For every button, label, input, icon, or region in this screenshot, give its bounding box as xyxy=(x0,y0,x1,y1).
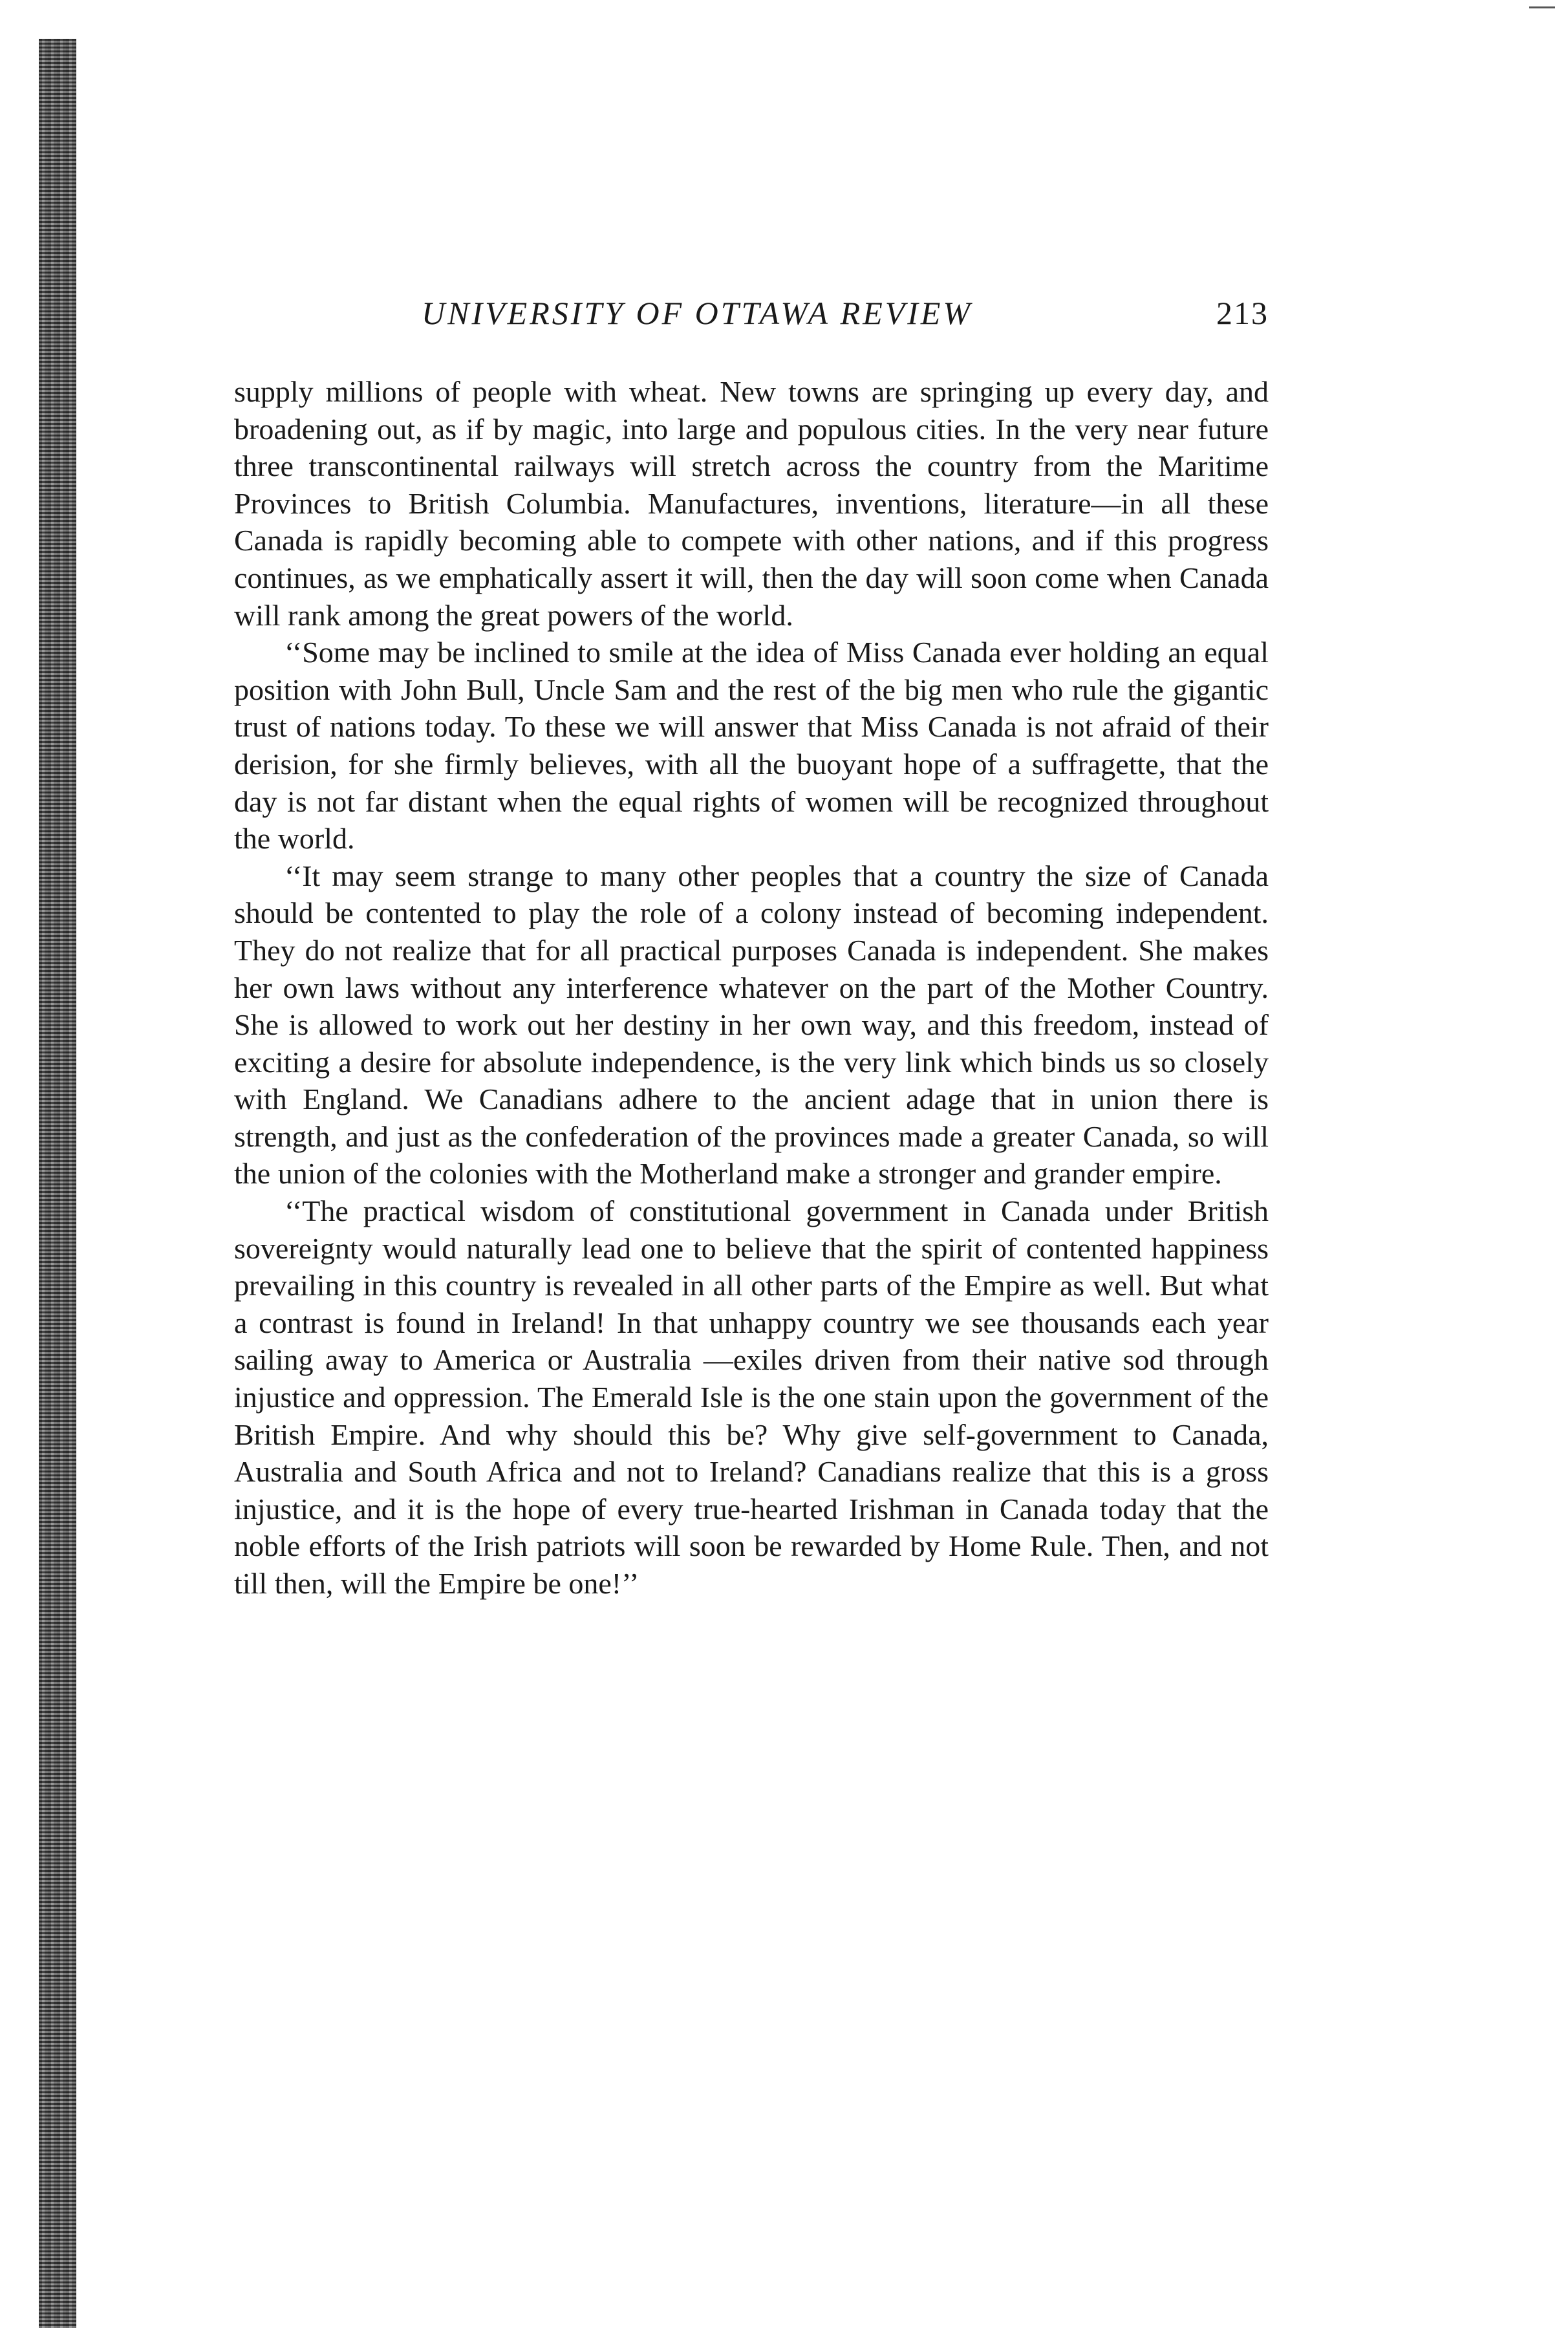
journal-title: UNIVERSITY OF OTTAWA REVIEW xyxy=(422,295,973,331)
paragraph-4: ‘‘The practical wisdom of constitutional government in Canada under British sovereignty would naturally lead one to believe that the spirit of contented happiness prevailing in this country is revealed in all other parts of the Empire as well. But what a contrast is found in Ireland! In that unhappy country we see thousands each year sailing away to America or Australia —exiles driven from their native sod through injustice and oppression. The Emerald Isle is the one stain upon the government of the British Empire. And why should this be? Why give self-government to Canada, Australia and South Africa and not to Ireland? Canadians realize that this is a gross injustice, and it is the hope of every true-hearted Irishman in Canada today that the noble efforts of the Irish patriots will soon be rewarded by Home Rule. Then, and not till then, will the Empire be one!’’ xyxy=(234,1194,1269,1600)
paragraph-3: ‘‘It may seem strange to many other peoples that a country the size of Canada should be contented to play the role of a colony instead of becoming independent. They do not realize that for all practical purposes Canada is independent. She makes her own laws without any interference whatever on the part of the Mother Country. She is allowed to work out her destiny in her own way, and this freedom, instead of exciting a desire for absolute independence, is the very link which binds us so closely with England. We Canadians adhere to the ancient adage that in union there is strength, and just as the confederation of the provinces made a greater Canada, so will the union of the colonies with the Motherland make a stronger and grander empire. xyxy=(234,859,1269,1191)
page-binding-edge xyxy=(39,39,76,2328)
running-head xyxy=(234,294,1269,365)
corner-mark xyxy=(1529,0,1555,8)
article-body xyxy=(234,373,1269,1602)
paragraph-1: supply millions of people with wheat. New towns are springing up every day, and broadening out, as if by magic, into large and populous cities. In the very near future three transcontinental railways will stretch across the country from the Maritime Provinces to British Columbia. Manufactures, inventions, literature—in all these Canada is rapidly becoming able to compete with other nations, and if this progress continues, as we emphatically assert it will, then the day will soon come when Canada will rank among the great powers of the world. xyxy=(234,375,1269,632)
page-number: 213 xyxy=(1216,295,1269,331)
paragraph-2: ‘‘Some may be inclined to smile at the idea of Miss Canada ever holding an equal position with John Bull, Uncle Sam and the rest of the big men who rule the gigantic trust of nations today. To these we will answer that Miss Canada is not afraid of their derision, for she firmly believes, with all the buoyant hope of a suffragette, that the day is not far distant when the equal rights of women will be recognized throughout the world. xyxy=(234,636,1269,856)
document-page xyxy=(234,294,1269,1602)
